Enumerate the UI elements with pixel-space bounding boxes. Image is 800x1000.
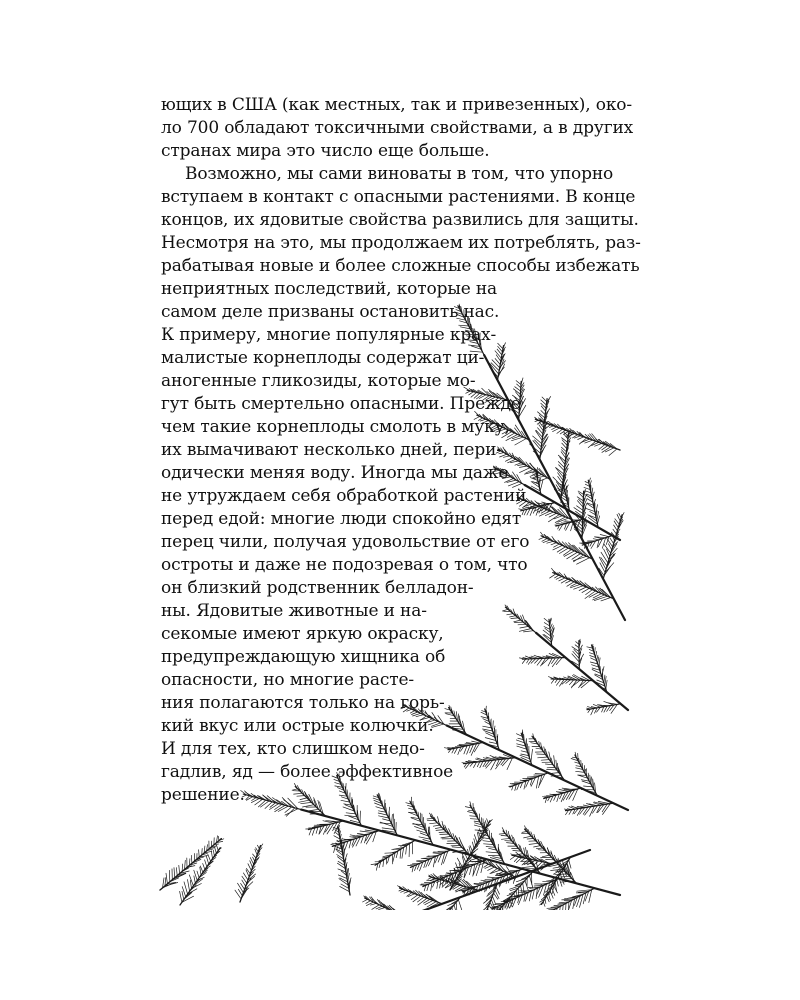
text-line: вступаем в контакт с опасными растениями. В конце — [161, 187, 636, 207]
text-line: малистые корнеплоды содержат ци- — [161, 348, 485, 368]
text-line: концов, их ядовитые свойства развились для защиты. — [161, 210, 639, 230]
text-line: секомые имеют яркую окраску, — [161, 624, 444, 644]
text-line: кий вкус или острые колючки. — [161, 716, 434, 736]
text-line: чем такие корнеплоды смолоть в муку, — [161, 417, 510, 437]
text-line: ющих в США (как местных, так и привезенных), око- — [161, 95, 632, 115]
text-line: одически меняя воду. Иногда мы даже — [161, 463, 509, 483]
text-line: аногенные гликозиды, которые мо- — [161, 371, 476, 391]
text-line: их вымачивают несколько дней, пери- — [161, 440, 502, 460]
text-line: гут быть смертельно опасными. Прежде — [161, 394, 521, 414]
text-line: К примеру, многие популярные крах- — [161, 325, 497, 345]
text-line: гадлив, яд — более эффективное — [161, 762, 454, 782]
text-line: перед едой: многие люди спокойно едят — [161, 509, 522, 529]
text-line: перец чили, получая удовольствие от его — [161, 532, 530, 552]
text-line: Несмотря на это, мы продолжаем их потреблять, раз- — [161, 233, 641, 253]
paragraph-first-line: Возможно, мы сами виноваты в том, что упорно — [185, 164, 614, 184]
text-line: ло 700 обладают токсичными свойствами, а в других — [161, 118, 634, 138]
text-line: предупреждающую хищника об — [161, 647, 446, 667]
conifer-branch-illustration — [150, 290, 630, 910]
conifer-branch-engraving-icon — [150, 290, 630, 910]
text-line: остроты и даже не подозревая о том, что — [161, 555, 528, 575]
text-line: рабатывая новые и более сложные способы избежать — [161, 256, 640, 276]
text-line: не утруждаем себя обработкой растений — [161, 486, 527, 506]
text-line: странах мира это число еще больше. — [161, 141, 490, 161]
text-line: он близкий родственник белладон- — [161, 578, 474, 598]
text-line: самом деле призваны остановить нас. — [161, 302, 500, 322]
text-line: ния полагаются только на горь- — [161, 693, 445, 713]
text-line: ны. Ядовитые животные и на- — [161, 601, 427, 621]
text-line: опасности, но многие расте- — [161, 670, 415, 690]
text-line: И для тех, кто слишком недо- — [161, 739, 425, 759]
text-line: неприятных последствий, которые на — [161, 279, 498, 299]
text-line: решение. — [161, 785, 245, 805]
